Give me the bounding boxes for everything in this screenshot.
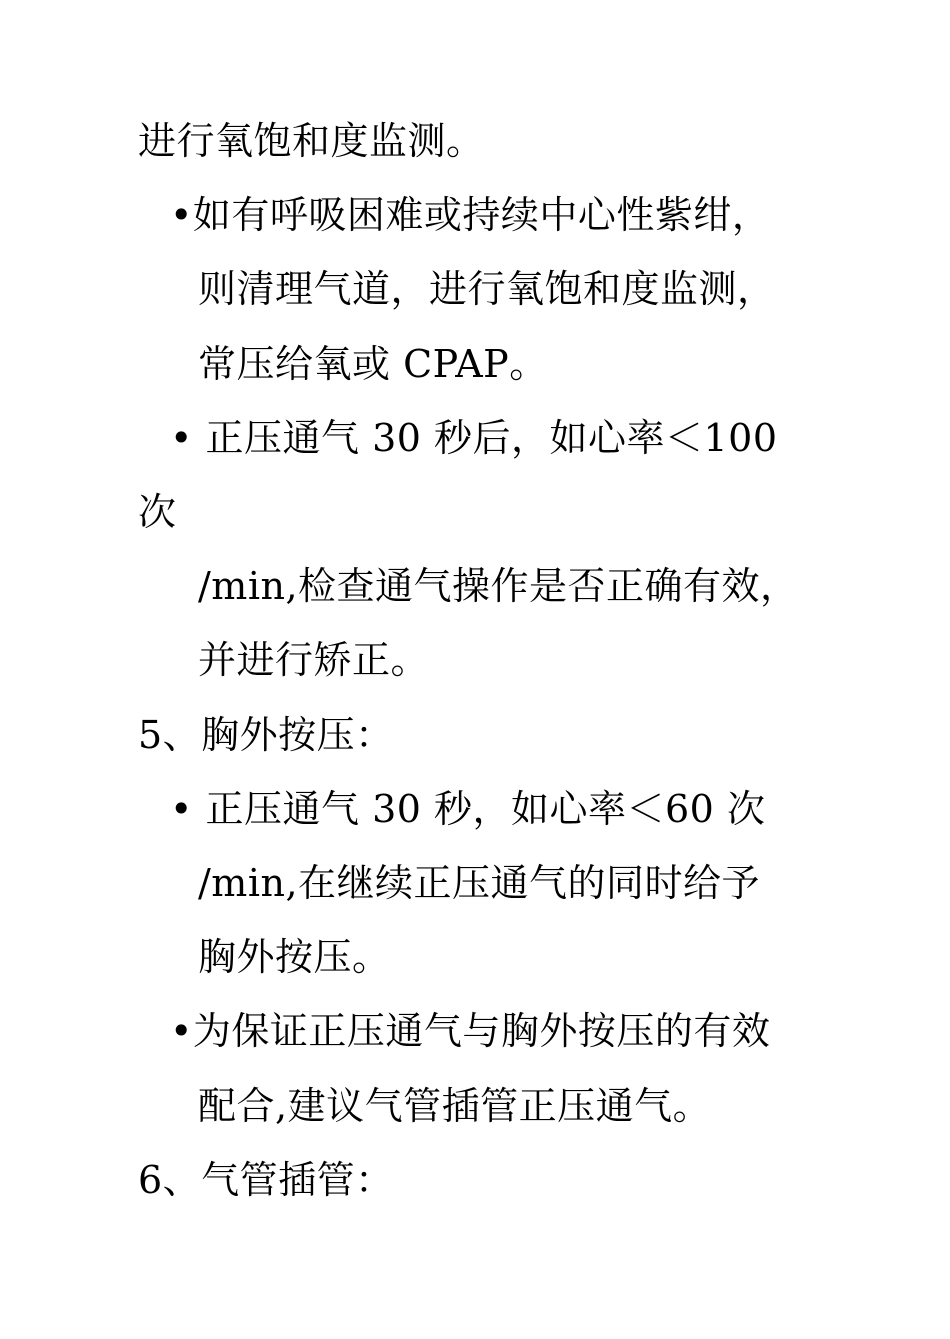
bullet-item-line: •为保证正压通气与胸外按压的有效 xyxy=(170,1009,771,1053)
bullet-item-line: • 正压通气 30 秒后，如心率＜100 xyxy=(170,416,778,460)
text-line: 进行氧饱和度监测。 xyxy=(138,119,485,163)
bullet-item-line: •如有呼吸困难或持续中心性紫绀， xyxy=(170,193,771,237)
text-line: /min,在继续正压通气的同时给予 xyxy=(198,861,761,905)
text-line: 次 xyxy=(138,490,177,534)
section-heading: 6、气管插管： xyxy=(138,1158,394,1202)
bullet-item-line: • 正压通气 30 秒，如心率＜60 次 xyxy=(170,787,766,831)
text-line: /min,检查通气操作是否正确有效， xyxy=(198,564,799,608)
text-line: 配合,建议气管插管正压通气。 xyxy=(198,1084,712,1128)
text-line: 并进行矫正。 xyxy=(198,638,430,682)
section-heading: 5、胸外按压： xyxy=(138,713,394,757)
text-line: 胸外按压。 xyxy=(198,935,391,979)
text-line: 则清理气道，进行氧饱和度监测， xyxy=(198,267,776,311)
text-line: 常压给氧或 CPAP。 xyxy=(198,342,548,386)
